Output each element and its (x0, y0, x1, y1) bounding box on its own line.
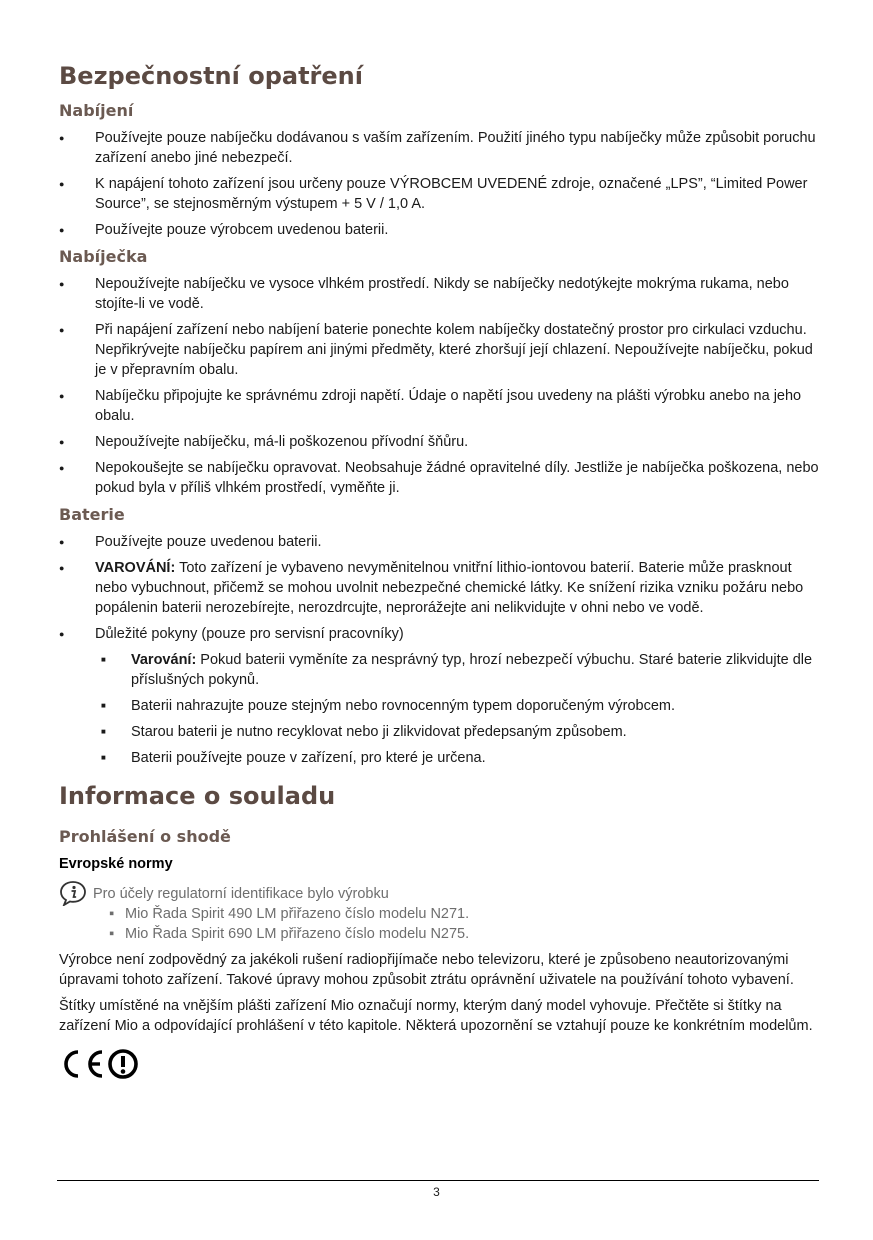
sub-list-item: ■ Starou baterii je nutno recyklovat nebo ji zlikvidovat předepsaným způsobem. (95, 722, 819, 742)
list-item-warning (59, 558, 819, 618)
list-item: ● Nepoužívejte nabíječku, má-li poškozenou přívodní šňůru. (59, 432, 819, 452)
service-instructions-label: Důležité pokyny (pouze pro servisní pracovníky) (95, 626, 404, 642)
battery-list (59, 532, 819, 768)
paragraph-liability: Výrobce není zodpovědný za jakékoli rušení radiopřijímače nebo televizoru, které je způsobeno neautorizovanými úpravami tohoto zařízení. Takové úpravy mohou způsobit ztrátu oprávnění uživatele na používání tohoto vybavení. (59, 952, 794, 988)
info-note-icon (59, 880, 87, 906)
sub-warning-label: Varování: (131, 652, 197, 668)
sub-list-item-warning (95, 650, 819, 690)
eu-standards-heading: Evropské normy (59, 856, 173, 872)
list-item: ● Používejte pouze uvedenou baterii. (59, 532, 819, 552)
section-charger-heading: Nabíječka (59, 247, 148, 266)
list-item: ● Nabíječku připojujte ke správnému zdroji napětí. Údaje o napětí jsou uvedeny na plášti výrobku anebo na jeho obalu. (59, 386, 819, 426)
list-item (59, 624, 819, 768)
paragraph-labels: Štítky umístěné na vnějším plášti zařízení Mio označují normy, kterým daný model vyhovuje. Přečtěte si štítky na zařízení Mio a odpovídající prohlášení v této kapitole. Některá upozornění se vztahují pouze ke konkrétním modelům. (59, 998, 813, 1034)
service-sub-list (95, 650, 819, 768)
list-item: ● Nepoužívejte nabíječku ve vysoce vlhkém prostředí. Nikdy se nabíječky nedotýkejte mokrýma rukama, nebo stojíte-li ve vodě. (59, 274, 819, 314)
footer-divider (57, 1180, 819, 1181)
note-box (59, 884, 819, 944)
ce-mark-icon (59, 1048, 107, 1080)
document-page (59, 58, 819, 1080)
section-battery-heading: Baterie (59, 505, 125, 524)
charging-list (59, 128, 819, 240)
section-charging-heading: Nabíjení (59, 101, 134, 120)
certification-marks (59, 1048, 819, 1080)
sub-list-item: ■ Baterii používejte pouze v zařízení, pro které je určena. (95, 748, 819, 768)
list-item: ● Používejte pouze nabíječku dodávanou s vaším zařízením. Použití jiného typu nabíječky může způsobit poruchu zařízení anebo jiné nebezpečí. (59, 128, 819, 168)
page-number: 3 (433, 1185, 440, 1199)
note-item: ▪ Mio Řada Spirit 690 LM přiřazeno číslo modelu N275. (109, 924, 819, 944)
warning-text: Toto zařízení je vybaveno nevyměnitelnou vnitřní lithio-iontovou baterií. Baterie může prasknout nebo vybuchnout, přičemž se mohou uvolnit nebezpečné chemické látky. Ke snížení rizika vzniku požáru nebo popálenin baterii nerozebírejte, nerozdrcujte, neprorážejte ani nelikvidujte v ohni nebo ve vodě. (95, 560, 804, 616)
page-title: Bezpečnostní opatření (59, 62, 363, 90)
note-list (93, 904, 819, 944)
note-item: ▪ Mio Řada Spirit 490 LM přiřazeno číslo modelu N271. (109, 904, 819, 924)
charger-list (59, 274, 819, 498)
warning-label: VAROVÁNÍ: (95, 560, 176, 576)
declaration-heading: Prohlášení o shodě (59, 827, 231, 846)
note-intro: Pro účely regulatorní identifikace bylo výrobku (93, 886, 389, 902)
list-item: ● Nepokoušejte se nabíječku opravovat. Neobsahuje žádné opravitelné díly. Jestliže je nabíječka poškozena, nebo pokud byla v příliš vlhkém prostředí, vyměňte ji. (59, 458, 819, 498)
list-item: ● K napájení tohoto zařízení jsou určeny pouze VÝROBCEM UVEDENÉ zdroje, označené „LPS”, “Limited Power Source”, se stejnosměrným výstupem + 5 V / 1,0 A. (59, 174, 819, 214)
alert-mark-icon (107, 1048, 141, 1080)
sub-list-item: ■ Baterii nahrazujte pouze stejným nebo rovnocenným typem doporučeným výrobcem. (95, 696, 819, 716)
list-item: ● Používejte pouze výrobcem uvedenou baterii. (59, 220, 819, 240)
list-item: ● Při napájení zařízení nebo nabíjení baterie ponechte kolem nabíječky dostatečný prostor pro cirkulaci vzduchu. Nepřikrývejte nabíječku papírem ani jinými předměty, které zhoršují její chlazení. Nepoužívejte nabíječku, pokud je v přepravním obalu. (59, 320, 819, 380)
sub-warning-text: Pokud baterii vyměníte za nesprávný typ, hrozí nebezpečí výbuchu. Staré baterie zlikvidujte dle příslušných pokynů. (131, 652, 813, 688)
compliance-title: Informace o souladu (59, 782, 336, 810)
